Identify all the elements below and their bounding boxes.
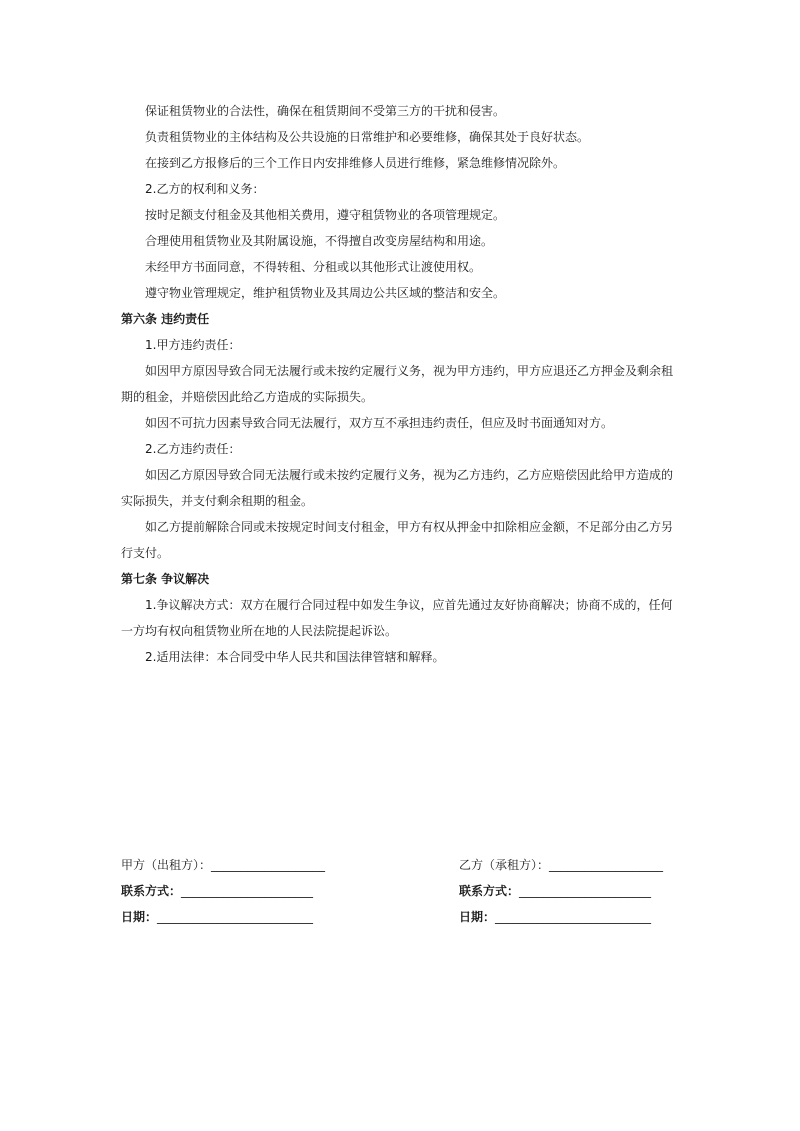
party-a-date-line[interactable]: __________________________ [157, 910, 314, 924]
paragraph: 负责租赁物业的主体结构及公共设施的日常维护和必要维修，确保其处于良好状态。 [145, 130, 590, 144]
party-b-signature-line[interactable]: ___________________ [549, 858, 664, 872]
paragraph: 如因不可抗力因素导致合同无法履行，双方互不承担违约责任，但应及时书面通知对方。 [145, 416, 614, 430]
paragraph: 按时足额支付租金及其他相关费用，遵守租赁物业的各项管理规定。 [145, 208, 506, 222]
article-6-heading: 第六条 违约责任 [121, 312, 210, 326]
party-a-date [121, 904, 313, 930]
paragraph: 遵守物业管理规定，维护租赁物业及其周边公共区域的整洁和安全。 [145, 286, 506, 300]
party-a-signature-line[interactable]: ___________________ [211, 858, 326, 872]
contract-body [121, 98, 683, 670]
party-b-contact-label: 联系方式： [459, 884, 520, 898]
party-b-date-label: 日期： [459, 910, 496, 924]
party-a-label: 甲方（出租方）： [121, 858, 212, 872]
paragraph: 在接到乙方报修后的三个工作日内安排维修人员进行维修，紧急维修情况除外。 [145, 156, 566, 170]
party-a-date-label: 日期： [121, 910, 158, 924]
article-7-heading: 第七条 争议解决 [121, 572, 210, 586]
paragraph: 2.适用法律：本合同受中华人民共和国法律管辖和解释。 [145, 650, 445, 664]
party-a-breach-title: 1.甲方违约责任： [145, 338, 241, 352]
party-b-signature [459, 852, 663, 878]
signature-row-contact [121, 878, 681, 904]
party-b-contact-line[interactable]: ______________________ [519, 884, 652, 898]
party-b-label: 乙方（承租方）： [459, 858, 550, 872]
party-a-contact-label: 联系方式： [121, 884, 182, 898]
paragraph: 合理使用租赁物业及其附属设施，不得擅自改变房屋结构和用途。 [145, 234, 494, 248]
party-a-contact-line[interactable]: ______________________ [181, 884, 314, 898]
paragraph: 如因甲方原因导致合同无法履行或未按约定履行义务，视为甲方违约，甲方应退还乙方押金及剩余租期的租金，并赔偿因此给乙方造成的实际损失。 [121, 364, 674, 404]
party-b-contact [459, 878, 651, 904]
paragraph: 未经甲方书面同意，不得转租、分租或以其他形式让渡使用权。 [145, 260, 482, 274]
subheading-party-b-rights: 2.乙方的权利和义务： [145, 182, 265, 196]
signature-row-date [121, 904, 681, 930]
paragraph: 如乙方提前解除合同或未按规定时间支付租金，甲方有权从押金中扣除相应金额，不足部分由乙方另行支付。 [121, 520, 674, 560]
paragraph: 1.争议解决方式：双方在履行合同过程中如发生争议，应首先通过友好协商解决；协商不成的，任何一方均有权向租赁物业所在地的人民法院提起诉讼。 [121, 598, 673, 638]
paragraph: 保证租赁物业的合法性，确保在租赁期间不受第三方的干扰和侵害。 [145, 104, 506, 118]
party-a-signature [121, 852, 325, 878]
party-b-date [459, 904, 651, 930]
party-b-breach-title: 2.乙方违约责任： [145, 442, 241, 456]
party-b-date-line[interactable]: __________________________ [495, 910, 652, 924]
signature-row-party [121, 852, 681, 878]
signature-block [121, 852, 681, 930]
party-a-contact [121, 878, 313, 904]
paragraph: 如因乙方原因导致合同无法履行或未按约定履行义务，视为乙方违约，乙方应赔偿因此给甲方造成的实际损失，并支付剩余租期的租金。 [121, 468, 674, 508]
